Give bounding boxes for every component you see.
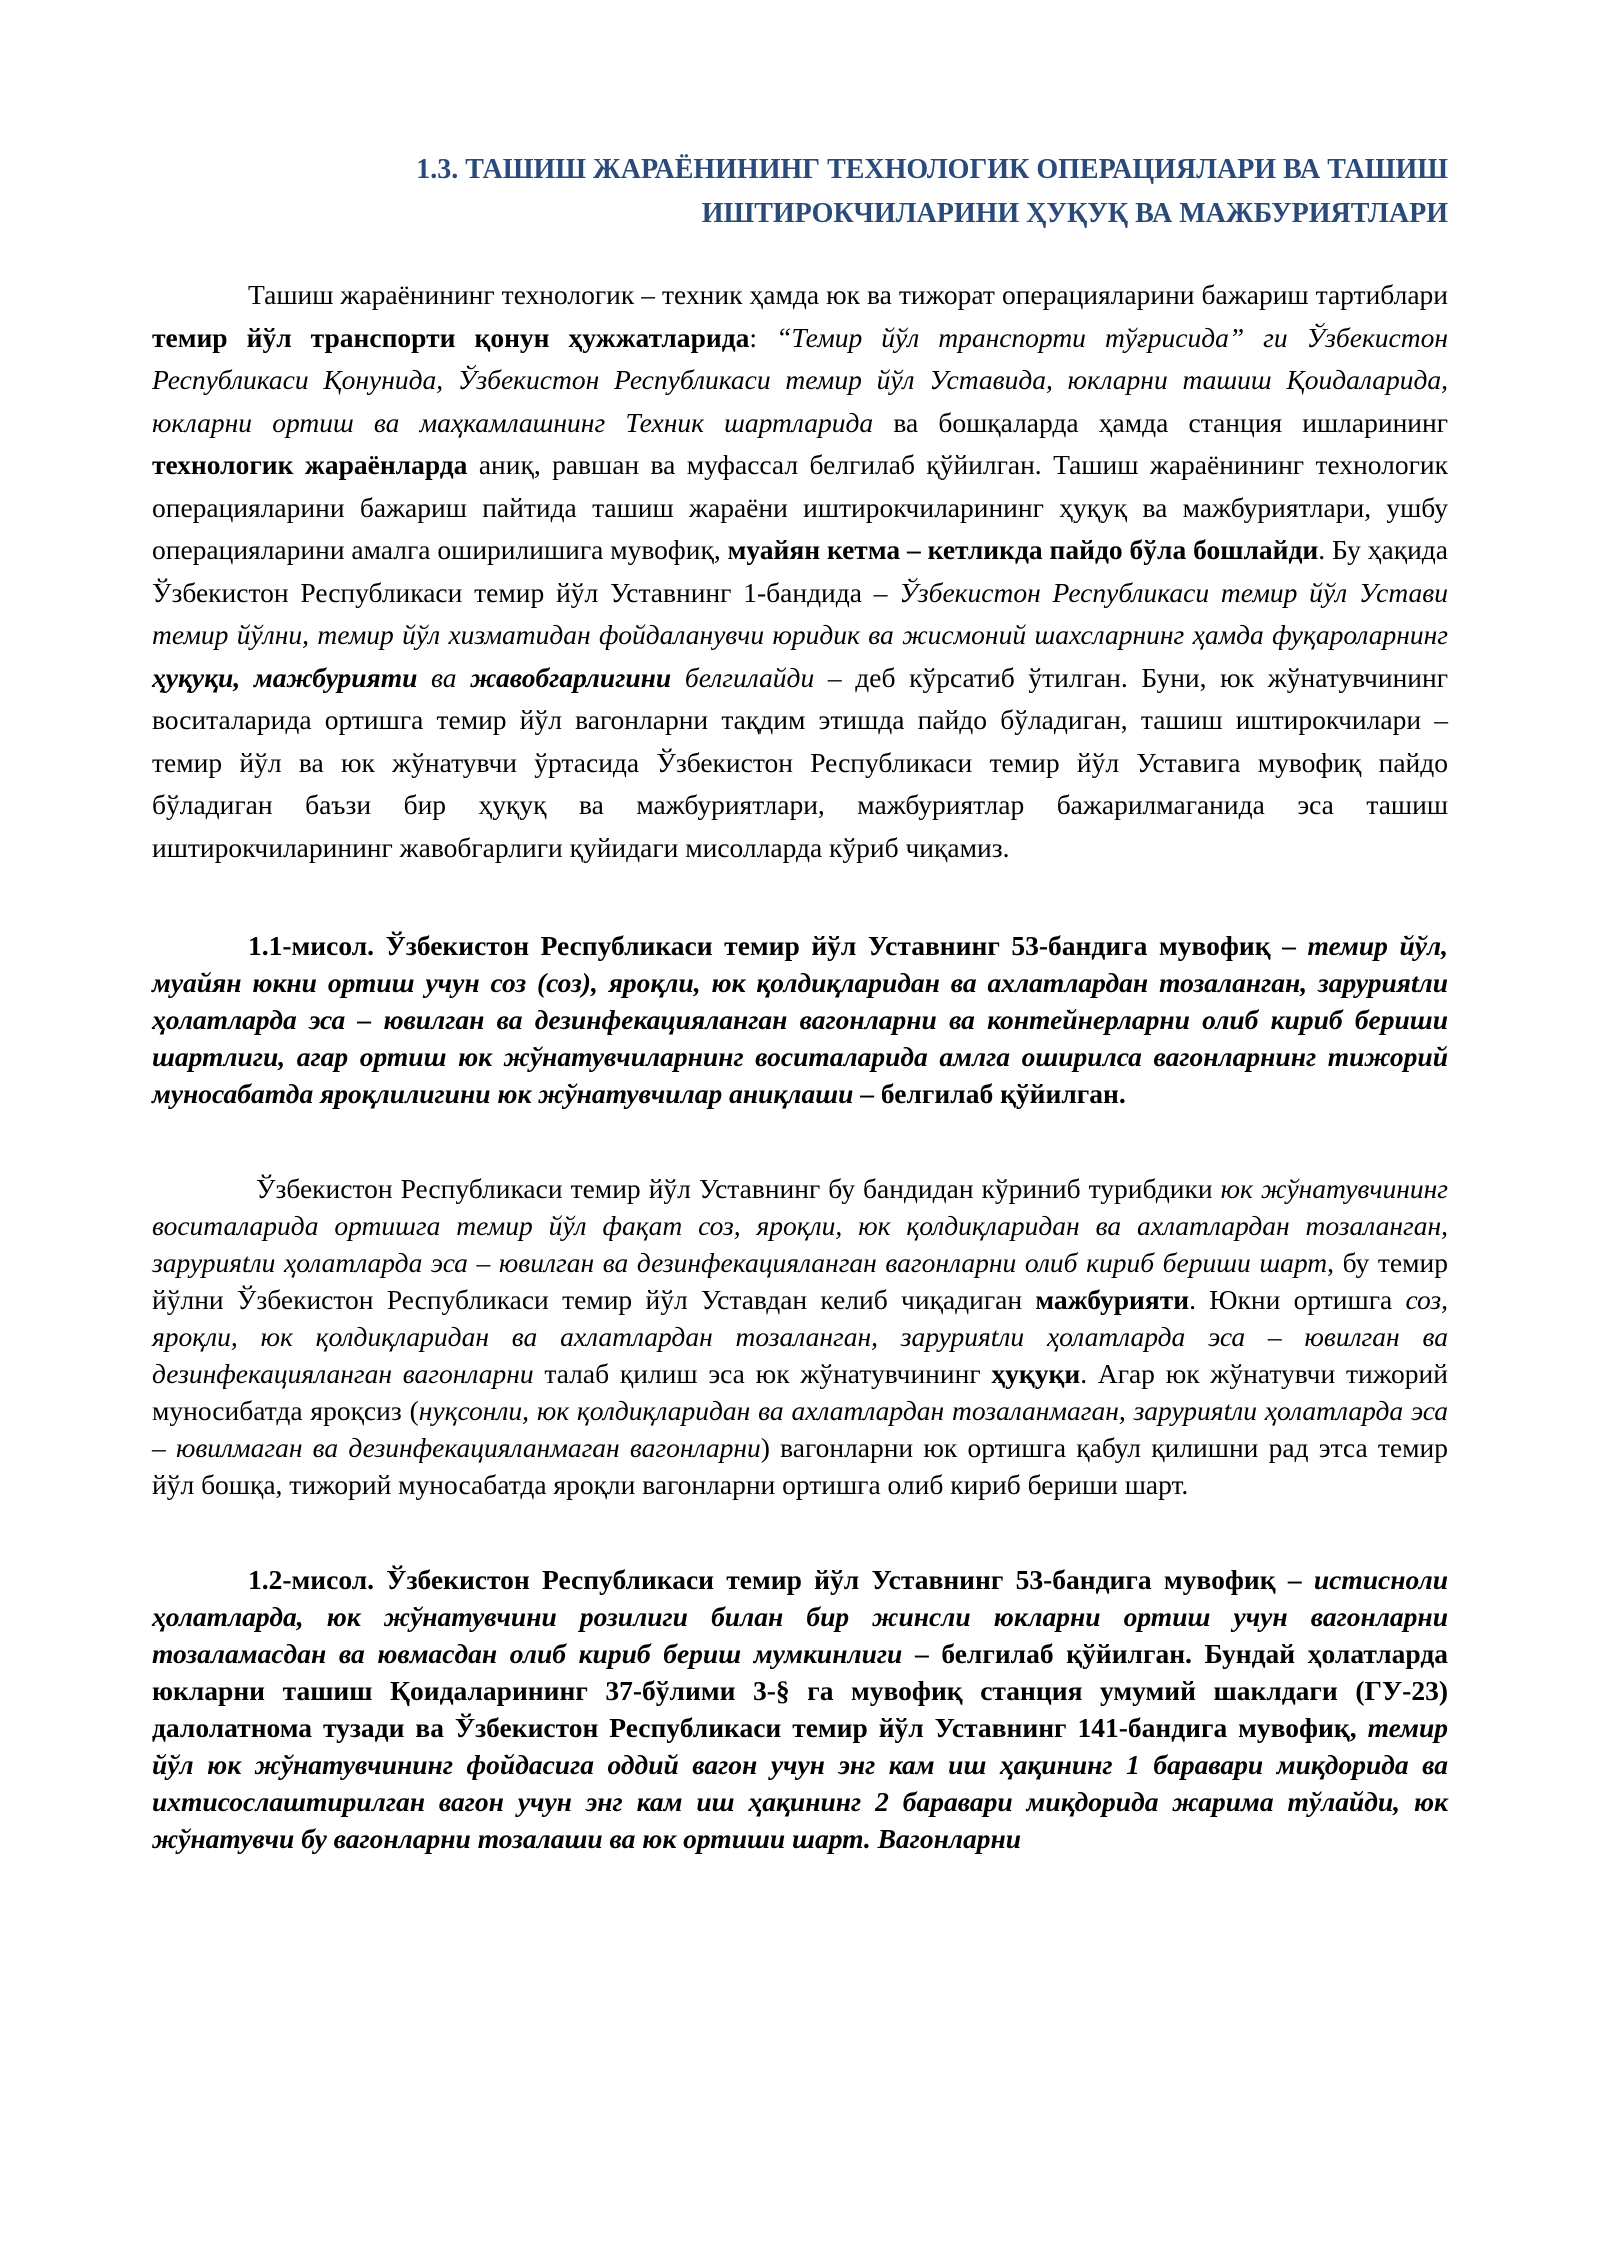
title-line-2: ИШТИРОКЧИЛАРИНИ ҲУҚУҚ ВА МАЖБУРИЯТЛАРИ [701,198,1448,229]
text-segment: . Юкни ортишга [1189,1284,1406,1315]
text-segment: , бу темир йўлни Ўзбекистон Республикаси темир йўл Уставдан келиб чиқадиган [152,1247,1448,1315]
text-segment: ва бошқаларда ҳамда станция ишларининг [873,406,1448,438]
text-segment: темир йўл, муайян юкни ортиш учун соз (соз), яроқли, юк қолдиқларидан ва ахлатлардан тозаланган, зарурияtли ҳолатларда эса – ювилган ва дезинфекацияланган вагонларни ва контейнерларни олиб кириб бериши шартлиги, агар ортиш юк жўнатувчиларнинг воситаларида амлга оширилса вагонларнинг тижорий муносабатда яроқлилигини юк жўнатувчилар аниқлаши [152,930,1448,1109]
text-segment: 1.2-мисол. Ўзбекистон Республикаси темир йўл Уставнинг 53-бандига мувофиқ – [248,1564,1314,1595]
example-1-1-explanation-paragraph [152,1170,1448,1503]
text-segment: Ташиш жараёнининг технологик – техник ҳамда юк ва тижорат операцияларини бажариш тартиблари [248,279,1448,310]
text-segment: истисноли ҳолатларда, юк жўнатувчини розилиги билан бир жинсли юкларни ортиш учун вагонларни тозаламасдан ва ювмасдан олиб кириб бериш мумкинлиги [152,1564,1448,1669]
text-segment: – деб кўрсатиб ўтилган. Буни, юк жўнатувчининг воситаларида ортишга темир йўл вагонларни тақдим этишда пайдо бўладиган, ташиш иштирокчилари – темир йўл ва юк жўнатувчи ўртасида Ўзбекистон Республикаси темир йўл Уставига мувофиқ пайдо бўладиган баъзи бир ҳуқуқ ва мажбуриятлари, мажбуриятлар бажарилмаганида эса ташиш иштирокчиларининг жавобгарлиги қуйидаги мисолларда кўриб чиқамиз. [152,661,1449,863]
text-segment: – белгилаб қўйилган. Бундай ҳолатларда юкларни ташиш Қоидаларининг 37-бўлими 3-§ га мувофиқ станция умумий шаклдаги (ГУ-23) далолатнома тузади ва Ўзбекистон Республикаси темир йўл Уставнинг 141-бандига мувофиқ, [152,1638,1448,1743]
example-1-2-paragraph [152,1561,1448,1857]
text-segment: темир йўл юк жўнатувчининг фойдасига оддий вагон учун энг кам иш ҳақининг 1 баравари миқдорида ва ихтисослаштирилган вагон учун энг кам иш ҳақининг 2 баравари миқдорида жарима тўлайди, юк жўнатувчи бу вагонларни тозалаши ва юк ортиши шарт. Вагонларни [152,1712,1448,1854]
text-segment: ва [417,661,471,693]
text-segment: Ўзбекистон Республикаси темир йўл Уставнинг бу бандидан кўриниб турибдики [256,1173,1221,1204]
title-line-1: 1.3. ТАШИШ ЖАРАЁНИНИНГ ТЕХНОЛОГИК ОПЕРАЦИЯЛАРИ ВА ТАШИШ [416,154,1448,185]
text-segment: 1.1-мисол. Ўзбекистон Республикаси темир йўл Уставнинг 53-бандига мувофиқ – [248,930,1308,961]
text-segment: соз, яроқли, юк қолдиқларидан ва ахлатлардан тозаланган, зарурияtли ҳолатларда эса – ювилган ва дезинфекацияланган вагонларни [152,1284,1449,1389]
text-segment: аниқ, равшан ва муфассал белгилаб қўйилган. Ташиш жараёнининг технологик операцияларини бажариш пайтида ташиш жараёни иштирокчиларининг ҳуқуқ ва мажбуриятлари, ушбу операцияларини амалга оширилишига мувофиқ, [152,449,1448,565]
text-segment: . Агар юк жўнатувчи тижорий муносибатда яроқсиз ( [152,1358,1448,1426]
intro-paragraph [152,274,1448,869]
text-segment: талаб қилиш эса юк жўнатувчининг [533,1358,992,1389]
text-segment: ) вагонларни юк ортишга қабул қилишни рад этса темир йўл бошқа, тижорий муносабатда яроқли вагонларни ортишга олиб кириб бериши шарт. [152,1432,1448,1500]
text-segment: мажбурияти [1035,1284,1190,1315]
text-segment: темир йўл транспорти қонун ҳужжатларида [152,321,750,353]
text-segment: Ўзбекистон Республикаси темир йўл Устави темир йўлни, темир йўл хизматидан фойдаланувчи юридик ва жисмоний шахсларнинг ҳамда фуқароларнинг [152,576,1448,650]
text-segment: жавобгарлигини [470,661,672,693]
text-segment: : [749,321,777,353]
text-segment: нуқсонли, юк қолдиқларидан ва ахлатлардан тозаланмаган, зарурияtли ҳолатларда эса – ювилмаган ва дезинфекацияланмаган вагонларни [152,1395,1448,1463]
text-segment: . Бу ҳақида Ўзбекистон Республикаси темир йўл Уставнинг 1-бандида – [152,534,1448,608]
text-segment: – белгилаб қўйилган. [853,1078,1126,1109]
section-title [152,148,1448,236]
text-segment: ҳуқуқи, мажбурияти [152,661,418,693]
text-segment: ҳуқуқи [991,1358,1081,1389]
example-1-1-paragraph [152,927,1448,1112]
text-segment: муайян кетма – кетликда пайдо бўла бошлайди [727,534,1319,565]
text-segment: “Темир йўл транспорти тўғрисида” ги Ўзбекистон Республикаси Қонунида, Ўзбекистон Республикаси темир йўл Уставида, юкларни ташиш Қоидаларида, юкларни ортиш ва маҳкамлашнинг Техник шартларида [152,321,1449,438]
text-segment: юк жўнатувчининг воситаларида ортишга темир йўл фақат соз, яроқли, юк қолдиқларидан ва ахлатлардан тозаланган, зарурияtли ҳолатларда эса – ювилган ва дезинфекацияланган вагонларни олиб кириб бериши шарт [152,1173,1449,1278]
text-segment: технологик жараёнларда [152,449,468,480]
text-segment: белгилайди [671,661,815,693]
